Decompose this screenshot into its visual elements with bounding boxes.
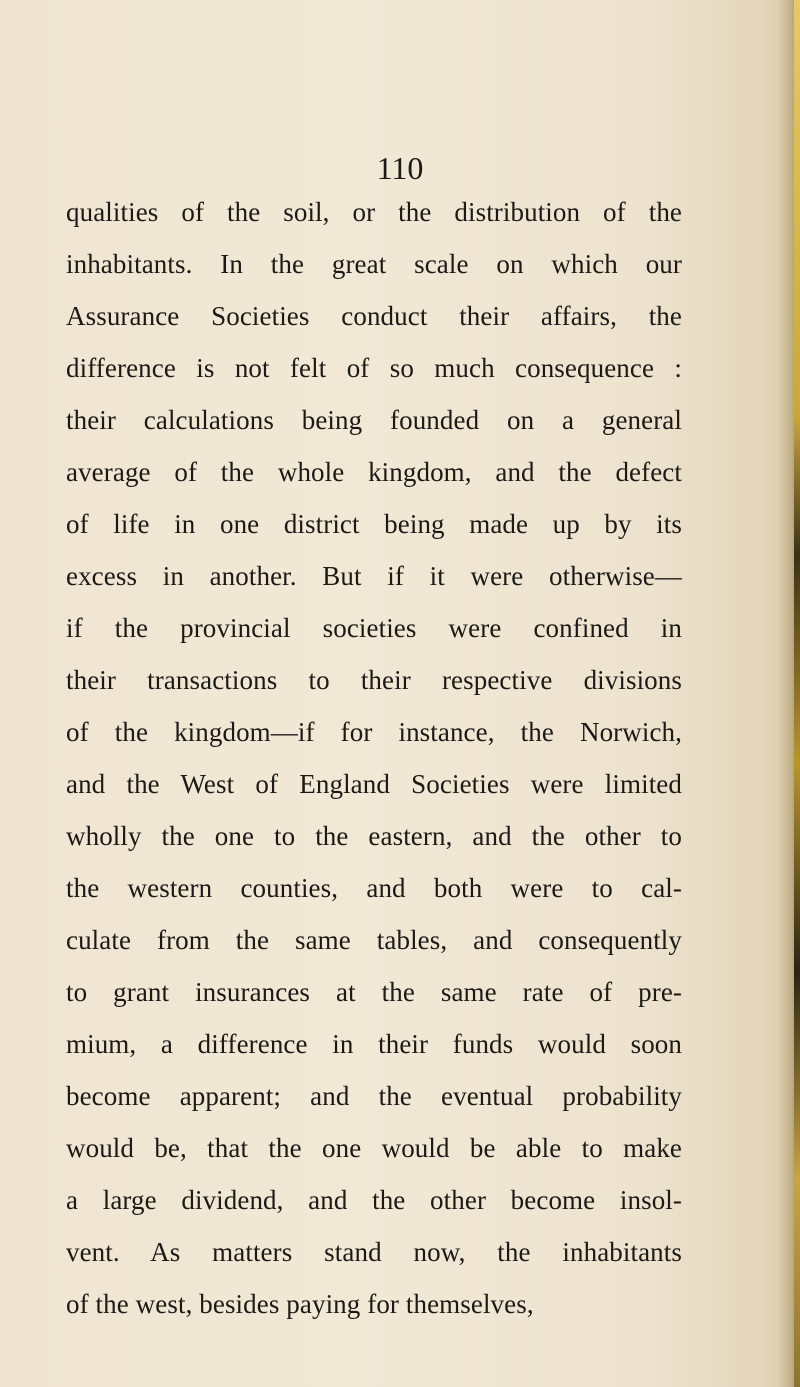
text-line: average of the whole kingdom, and the defect	[66, 457, 682, 487]
text-line: wholly the one to the eastern, and the other to	[66, 821, 682, 851]
text-line: if the provincial societies were confined in	[66, 613, 682, 643]
text-line: of the west, besides paying for themselves,	[66, 1289, 534, 1319]
text-line: Assurance Societies conduct their affairs, the	[66, 301, 682, 331]
text-line: their calculations being founded on a general	[66, 405, 682, 435]
text-line: a large dividend, and the other become insol-	[66, 1185, 682, 1215]
text-line: culate from the same tables, and consequently	[66, 925, 682, 955]
text-line: qualities of the soil, or the distribution of the	[66, 197, 682, 227]
text-line: vent. As matters stand now, the inhabitants	[66, 1237, 682, 1267]
text-line: of the kingdom—if for instance, the Norwich,	[66, 717, 682, 747]
text-line: would be, that the one would be able to make	[66, 1133, 682, 1163]
text-line: inhabitants. In the great scale on which our	[66, 249, 682, 279]
text-line: and the West of England Societies were limited	[66, 769, 682, 799]
body-text	[66, 186, 682, 1330]
gilt-page-edge	[794, 0, 800, 1387]
text-line: their transactions to their respective divisions	[66, 665, 682, 695]
text-line: the western counties, and both were to cal-	[66, 873, 682, 903]
text-line: excess in another. But if it were otherwise—	[66, 561, 682, 591]
text-line: of life in one district being made up by its	[66, 509, 682, 539]
page-number: 110	[376, 150, 424, 186]
text-line: to grant insurances at the same rate of pre-	[66, 977, 682, 1007]
text-line: become apparent; and the eventual probability	[66, 1081, 682, 1111]
text-line: mium, a difference in their funds would soon	[66, 1029, 682, 1059]
text-line: difference is not felt of so much consequence :	[66, 353, 682, 383]
